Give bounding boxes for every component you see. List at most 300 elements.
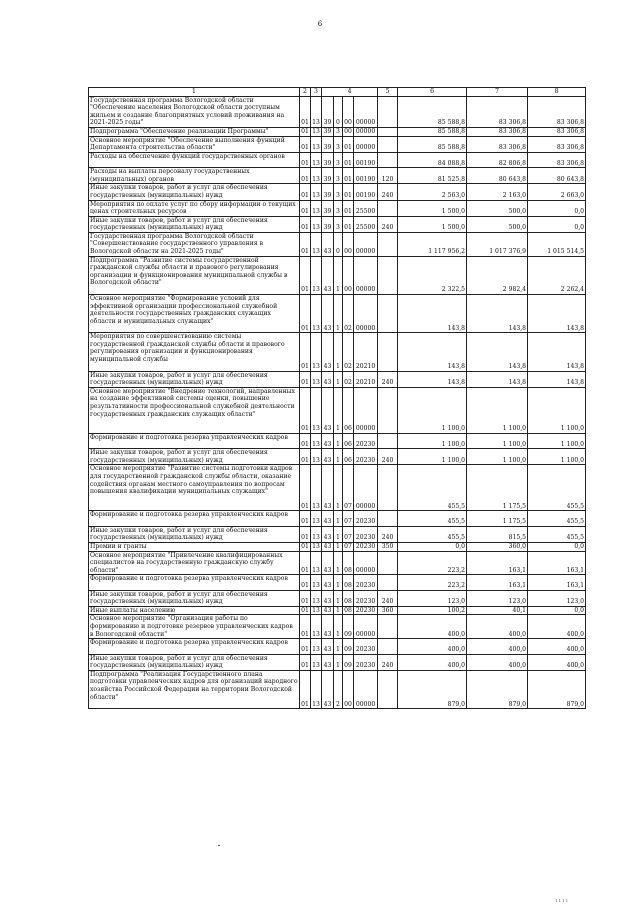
row-value-cell: 01 <box>300 333 311 371</box>
row-value-cell: 39 <box>322 216 334 232</box>
row-value-cell: 43 <box>322 294 334 332</box>
row-value-cell <box>378 294 398 332</box>
row-value-cell: 2 163,0 <box>467 184 528 200</box>
row-name-cell: Иные закупки товаров, работ и услуг для обеспечения государственных (муниципальных) нужд <box>89 590 300 606</box>
row-name-cell: Расходы на обеспечение функций государственных органов <box>89 152 300 167</box>
row-value-cell: 143,8 <box>467 294 528 332</box>
row-value-cell: 07 <box>343 526 354 542</box>
row-value-cell: 143,8 <box>398 294 467 332</box>
row-value-cell: 13 <box>311 449 322 465</box>
row-name-cell: Формирование и подготовка резерва управленческих кадров <box>89 433 300 448</box>
row-value-cell: 1 175,5 <box>467 511 528 526</box>
row-name-cell: Премии и гранты <box>89 542 300 551</box>
row-value-cell: 01 <box>300 449 311 465</box>
row-value-cell: 20230 <box>354 542 378 551</box>
row-value-cell: 1 <box>334 542 343 551</box>
row-value-cell: 350 <box>378 542 398 551</box>
row-value-cell: 01 <box>301 542 309 550</box>
row-value-cell: 1 100,0 <box>398 387 467 433</box>
row-value-cell: 20230 <box>354 606 378 615</box>
row-name-cell: Формирование и подготовка резерва управленческих кадров <box>89 639 300 654</box>
table-body <box>89 88 586 709</box>
row-name-cell: Основное мероприятие "Обеспечение выполнения функций Департамента строительства области" <box>89 136 300 152</box>
row-value-cell: 1 100,0 <box>528 449 586 465</box>
row-value-cell: 43 <box>322 333 334 371</box>
row-value-cell: 00000 <box>354 232 378 256</box>
row-value-cell: 400,0 <box>528 639 586 654</box>
row-value-cell: 240 <box>378 184 398 200</box>
row-name-cell: Мероприятия по совершенствованию системы государственной гражданской службы области и правового регулирования организации и функционирования муниципальной службы <box>89 333 300 371</box>
row-value-cell: 3 <box>334 216 343 232</box>
row-value-cell: 20230 <box>354 639 378 654</box>
row-value-cell: 143,8 <box>528 333 586 371</box>
row-value-cell: 01 <box>300 551 311 575</box>
row-value-cell: 2 563,0 <box>398 184 467 200</box>
row-value-cell: 1 100,0 <box>467 433 528 448</box>
row-name-cell: Иные закупки товаров, работ и услуг для обеспечения государственных (муниципальных) нужд <box>89 371 300 387</box>
table-row <box>89 615 586 639</box>
row-value-cell: 13 <box>311 184 322 200</box>
row-value-cell: 80 643,8 <box>528 168 586 184</box>
row-value-cell: 06 <box>343 449 354 465</box>
row-value-cell: 20230 <box>354 575 378 590</box>
row-value-cell: 240 <box>378 449 398 465</box>
row-value-cell: 13 <box>311 551 322 575</box>
row-value-cell: 1 100,0 <box>467 387 528 433</box>
row-value-cell: 09 <box>343 615 354 639</box>
row-value-cell: 223,2 <box>398 551 467 575</box>
row-value-cell: 3 <box>334 152 343 167</box>
header-cell: 1 <box>89 88 300 97</box>
row-value-cell: 360 <box>378 606 398 615</box>
row-value-cell: 13 <box>311 371 322 387</box>
row-value-cell: 1 117 956,2 <box>398 232 467 256</box>
row-name-cell: Иные закупки товаров, работ и услуг для обеспечения государственных (муниципальных) нужд <box>89 526 300 542</box>
row-value-cell: 00000 <box>354 256 378 294</box>
row-value-cell: 400,0 <box>398 615 467 639</box>
row-value-cell: 43 <box>322 590 334 606</box>
table-row <box>89 127 586 136</box>
row-value-cell: 13 <box>311 152 322 167</box>
row-value-cell: 2 <box>334 670 343 708</box>
row-value-cell: 39 <box>322 184 334 200</box>
row-value-cell: 39 <box>322 152 334 167</box>
row-value-cell: 83 306,8 <box>467 136 528 152</box>
row-value-cell: 01 <box>300 216 311 232</box>
row-name-cell: Основное мероприятие "Организация работы по формированию и подготовке резервов управленческих кадров в Вологодской области" <box>89 615 300 639</box>
row-value-cell: 1 <box>334 371 343 387</box>
row-value-cell: 1 <box>334 639 343 654</box>
row-value-cell: 01 <box>300 615 311 639</box>
row-value-cell: 01 <box>300 465 311 511</box>
row-value-cell: 01 <box>300 590 311 606</box>
row-value-cell: 01 <box>300 670 311 708</box>
row-value-cell: 1 <box>334 256 343 294</box>
row-value-cell: 13 <box>311 639 322 654</box>
row-value-cell: 83 306,8 <box>528 152 586 167</box>
table-row <box>89 606 586 615</box>
row-value-cell: 83 306,8 <box>467 127 528 136</box>
row-name-cell: Иные закупки товаров, работ и услуг для обеспечения государственных (муниципальных) нужд <box>89 654 300 670</box>
row-value-cell: 20230 <box>354 526 378 542</box>
row-value-cell: 815,5 <box>467 526 528 542</box>
row-value-cell: 13 <box>312 606 320 614</box>
row-value-cell: 240 <box>378 654 398 670</box>
row-value-cell: 1 <box>334 654 343 670</box>
header-cell: 5 <box>378 88 398 97</box>
row-value-cell: 13 <box>311 575 322 590</box>
row-value-cell: 0,0 <box>528 606 586 615</box>
row-value-cell: 0 <box>334 96 343 127</box>
row-value-cell: 1 <box>334 575 343 590</box>
row-value-cell <box>378 670 398 708</box>
row-value-cell: 01 <box>300 256 311 294</box>
table-row <box>89 387 586 433</box>
row-value-cell: 13 <box>311 200 322 216</box>
row-name-cell: Подпрограмма "Реализация Государственного плана подготовки управленческих кадров для организаций народного хозяйства Российской Федерации на территории Вологодской области" <box>89 670 300 708</box>
row-value-cell: 00 <box>343 256 354 294</box>
footer-code: 1111 <box>555 898 570 903</box>
table-row <box>89 232 586 256</box>
row-value-cell: 1 175,5 <box>467 465 528 511</box>
row-value-cell: 240 <box>378 371 398 387</box>
row-value-cell: 13 <box>311 526 322 542</box>
row-value-cell: 400,0 <box>398 639 467 654</box>
row-value-cell <box>378 575 398 590</box>
row-value-cell: 13 <box>311 294 322 332</box>
row-value-cell: 1 <box>334 526 343 542</box>
row-value-cell: 455,5 <box>398 511 467 526</box>
row-name-cell: Основное мероприятие "Внедрение технологий, направленных на создание эффективной системы оценки, повышение результативности профессиональной служебной деятельности государственных гражданских служащих области" <box>89 387 300 433</box>
row-value-cell: 25500 <box>354 216 378 232</box>
row-value-cell: 163,1 <box>528 551 586 575</box>
row-value-cell: 240 <box>378 216 398 232</box>
table-row <box>89 184 586 200</box>
row-value-cell: 43 <box>322 639 334 654</box>
row-value-cell <box>378 136 398 152</box>
row-value-cell: 43 <box>322 232 334 256</box>
table-row <box>89 200 586 216</box>
row-value-cell: 07 <box>343 511 354 526</box>
row-value-cell: 43 <box>322 256 334 294</box>
row-value-cell: 3 <box>334 136 343 152</box>
row-value-cell: 01 <box>300 526 311 542</box>
row-value-cell: 00000 <box>354 136 378 152</box>
row-value-cell: 3 <box>334 127 343 136</box>
row-name-cell: Основное мероприятие "Формирование условий для эффективной организации профессиональной служебной деятельности государственных гражданских служащих области и муниципальных служащих" <box>89 294 300 332</box>
row-value-cell: 500,0 <box>467 216 528 232</box>
row-value-cell: 39 <box>322 200 334 216</box>
row-value-cell: 2 322,5 <box>398 256 467 294</box>
row-value-cell: 01 <box>300 575 311 590</box>
row-value-cell: 00000 <box>354 465 378 511</box>
row-value-cell: 2 663,0 <box>528 184 586 200</box>
row-value-cell: 1 100,0 <box>528 387 586 433</box>
row-value-cell: 40,1 <box>467 606 528 615</box>
row-name-cell: Формирование и подготовка резерва управленческих кадров <box>89 511 300 526</box>
row-value-cell: 13 <box>311 96 322 127</box>
row-value-cell: 20210 <box>354 333 378 371</box>
row-value-cell: 143,8 <box>398 333 467 371</box>
table-row <box>89 152 586 167</box>
row-value-cell <box>378 615 398 639</box>
row-value-cell: 455,5 <box>528 526 586 542</box>
row-value-cell: 02 <box>343 371 354 387</box>
row-name-cell: Подпрограмма "Обеспечение реализации Программы" <box>89 127 300 136</box>
row-value-cell: 01 <box>300 654 311 670</box>
row-value-cell: 43 <box>322 606 334 615</box>
row-value-cell: 00 <box>343 232 354 256</box>
row-value-cell: 400,0 <box>467 639 528 654</box>
row-value-cell: 13 <box>311 670 322 708</box>
row-value-cell: 163,1 <box>467 551 528 575</box>
row-name-cell: Иные закупки товаров, работ и услуг для обеспечения государственных (муниципальных) нужд <box>89 184 300 200</box>
table-row <box>89 465 586 511</box>
row-value-cell: 01 <box>300 294 311 332</box>
row-value-cell: 00000 <box>354 96 378 127</box>
row-value-cell: 0,0 <box>528 200 586 216</box>
table-row <box>89 526 586 542</box>
row-name-cell: Основное мероприятие "Привлечение квалифицированных специалистов на государственную гражданскую службу области" <box>89 551 300 575</box>
row-value-cell: 08 <box>344 606 352 614</box>
row-value-cell: 1 <box>334 465 343 511</box>
row-value-cell: 00190 <box>354 168 378 184</box>
row-value-cell: 01 <box>343 152 354 167</box>
row-value-cell: 01 <box>343 200 354 216</box>
table-row <box>89 575 586 590</box>
row-value-cell: 84 088,8 <box>398 152 467 167</box>
row-value-cell: 3 <box>334 184 343 200</box>
row-value-cell: 01 <box>301 606 309 614</box>
row-value-cell <box>378 465 398 511</box>
row-value-cell: 2 262,4 <box>528 256 586 294</box>
row-value-cell: 00190 <box>354 184 378 200</box>
row-value-cell: 1 015 514,5 <box>528 232 586 256</box>
row-value-cell: 39 <box>322 136 334 152</box>
row-value-cell: 13 <box>311 654 322 670</box>
row-value-cell: 00000 <box>354 127 378 136</box>
row-value-cell: 00 <box>344 127 352 135</box>
row-value-cell: 20230 <box>354 449 378 465</box>
row-value-cell: 82 806,8 <box>467 152 528 167</box>
row-value-cell: 1 017 376,9 <box>467 232 528 256</box>
row-value-cell: 123,0 <box>398 590 467 606</box>
row-name-cell: Основное мероприятие "Развитие системы подготовки кадров для государственной гражданской службы области, оказание содействия органам местного самоуправления по вопросам повышения квалификации муниципальных служащих" <box>89 465 300 511</box>
row-name-cell: Расходы на выплаты персоналу государственных (муниципальных) органов <box>89 168 300 184</box>
row-value-cell: 43 <box>322 449 334 465</box>
row-value-cell: 01 <box>300 168 311 184</box>
row-value-cell: 455,5 <box>528 465 586 511</box>
row-value-cell: 0,0 <box>528 216 586 232</box>
row-value-cell: 1 <box>334 294 343 332</box>
row-name-cell: Мероприятия по оплате услуг по сбору информации о текущих ценах строительных ресурсов <box>89 200 300 216</box>
row-value-cell: 400,0 <box>528 654 586 670</box>
row-value-cell: 01 <box>300 639 311 654</box>
row-name-cell: Иные закупки товаров, работ и услуг для обеспечения государственных (муниципальных) нужд <box>89 449 300 465</box>
row-value-cell: 163,1 <box>467 575 528 590</box>
row-value-cell: 06 <box>343 387 354 433</box>
row-value-cell: 13 <box>311 256 322 294</box>
row-value-cell: 1 <box>334 606 343 615</box>
row-value-cell: 13 <box>311 333 322 371</box>
table-row <box>89 96 586 127</box>
row-value-cell: 879,0 <box>528 670 586 708</box>
row-value-cell <box>378 96 398 127</box>
row-value-cell: 143,8 <box>398 371 467 387</box>
row-value-cell: 81 525,8 <box>398 168 467 184</box>
row-value-cell: 13 <box>311 590 322 606</box>
row-value-cell: 01 <box>300 96 311 127</box>
row-value-cell: 01 <box>300 232 311 256</box>
row-value-cell: 879,0 <box>467 670 528 708</box>
row-value-cell: 13 <box>311 387 322 433</box>
row-value-cell: 123,0 <box>467 590 528 606</box>
row-value-cell: 00 <box>343 670 354 708</box>
row-value-cell: 0,0 <box>398 542 467 551</box>
row-name-cell: Формирование и подготовка резерва управленческих кадров <box>89 575 300 590</box>
row-name-cell: Государственная программа Вологодской области "Обеспечение населения Вологодской области доступным жильем и создание благоприятных условий проживания на 2021-2025 годы" <box>89 96 300 127</box>
table-row <box>89 639 586 654</box>
row-value-cell: 1 500,0 <box>398 216 467 232</box>
row-value-cell: 01 <box>300 387 311 433</box>
row-value-cell: 13 <box>311 465 322 511</box>
row-value-cell: 3 <box>334 200 343 216</box>
row-value-cell: 20230 <box>354 654 378 670</box>
table-row <box>89 542 586 551</box>
row-value-cell: 85 588,8 <box>398 127 467 136</box>
header-cell: 3 <box>311 88 322 97</box>
row-value-cell: 43 <box>322 575 334 590</box>
row-value-cell: 400,0 <box>528 615 586 639</box>
row-value-cell <box>378 511 398 526</box>
row-value-cell: 02 <box>343 333 354 371</box>
row-value-cell: 43 <box>322 526 334 542</box>
page-number: 6 <box>317 20 323 28</box>
row-value-cell: 143,8 <box>467 371 528 387</box>
row-value-cell: 500,0 <box>467 200 528 216</box>
row-value-cell: 43 <box>322 654 334 670</box>
row-value-cell: 143,8 <box>528 294 586 332</box>
row-value-cell: 20210 <box>354 371 378 387</box>
row-value-cell: 1 <box>334 615 343 639</box>
row-value-cell: 1 <box>334 387 343 433</box>
row-value-cell: 00000 <box>354 387 378 433</box>
row-value-cell: 08 <box>343 590 354 606</box>
row-value-cell: 83 306,8 <box>528 96 586 127</box>
table-row <box>89 590 586 606</box>
row-value-cell: 123,0 <box>528 590 586 606</box>
row-value-cell <box>378 333 398 371</box>
table-row <box>89 294 586 332</box>
header-cell: 8 <box>528 88 586 97</box>
row-value-cell: 80 643,8 <box>467 168 528 184</box>
row-value-cell: 3 <box>334 168 343 184</box>
row-value-cell: 1 500,0 <box>398 200 467 216</box>
table-row <box>89 670 586 708</box>
row-value-cell: 360,0 <box>467 542 528 551</box>
table-row <box>89 433 586 448</box>
row-value-cell: 43 <box>322 551 334 575</box>
row-value-cell: 01 <box>300 136 311 152</box>
row-value-cell: 143,8 <box>528 371 586 387</box>
row-value-cell: 1 <box>334 433 343 448</box>
row-value-cell: 1 <box>334 551 343 575</box>
row-value-cell: 120 <box>378 168 398 184</box>
header-row <box>89 88 586 97</box>
row-value-cell: 143,8 <box>467 333 528 371</box>
row-value-cell: 400,0 <box>467 615 528 639</box>
row-value-cell <box>378 232 398 256</box>
table-row <box>89 449 586 465</box>
row-value-cell: 13 <box>311 615 322 639</box>
row-value-cell <box>378 200 398 216</box>
row-value-cell: 13 <box>311 232 322 256</box>
row-value-cell: 1 100,0 <box>528 433 586 448</box>
row-value-cell: 09 <box>343 654 354 670</box>
row-value-cell <box>378 127 398 136</box>
row-value-cell: 13 <box>312 542 320 550</box>
row-name-cell: Подпрограмма "Развитие системы государственной гражданской службы области и правового регулирования организации и функционирования муниципальной службы в Вологодской области" <box>89 256 300 294</box>
row-value-cell: 08 <box>343 551 354 575</box>
row-value-cell: 13 <box>311 136 322 152</box>
row-value-cell: 25500 <box>354 200 378 216</box>
row-value-cell: 455,5 <box>528 511 586 526</box>
row-value-cell: 00000 <box>354 551 378 575</box>
header-cell: 2 <box>300 88 311 97</box>
header-cell: 4 <box>322 88 378 97</box>
row-value-cell: 455,5 <box>398 526 467 542</box>
row-value-cell <box>378 551 398 575</box>
row-value-cell: 1 100,0 <box>398 433 467 448</box>
row-value-cell: 00000 <box>354 670 378 708</box>
row-value-cell: 163,1 <box>528 575 586 590</box>
row-value-cell: 1 100,0 <box>467 449 528 465</box>
row-value-cell: 43 <box>322 615 334 639</box>
row-value-cell <box>378 387 398 433</box>
row-value-cell: 1 <box>334 590 343 606</box>
table-row <box>89 551 586 575</box>
row-value-cell: 43 <box>322 371 334 387</box>
row-value-cell: 01 <box>343 136 354 152</box>
row-value-cell: 240 <box>378 590 398 606</box>
row-value-cell: 455,5 <box>398 465 467 511</box>
row-value-cell <box>378 433 398 448</box>
row-value-cell: 20230 <box>354 590 378 606</box>
row-value-cell: 07 <box>344 542 352 550</box>
row-value-cell: 83 306,8 <box>528 136 586 152</box>
row-value-cell: 1 <box>334 511 343 526</box>
row-value-cell: 0 <box>334 232 343 256</box>
row-value-cell: 01 <box>343 168 354 184</box>
budget-table <box>88 87 586 709</box>
row-value-cell: 83 306,8 <box>528 127 586 136</box>
row-value-cell: 00 <box>343 96 354 127</box>
row-value-cell: 1 100,0 <box>398 449 467 465</box>
row-value-cell: 01 <box>300 371 311 387</box>
row-value-cell: 100,2 <box>398 606 467 615</box>
row-value-cell: 20230 <box>354 511 378 526</box>
row-value-cell: 43 <box>322 670 334 708</box>
table-row <box>89 136 586 152</box>
table-row <box>89 256 586 294</box>
row-value-cell: 43 <box>322 387 334 433</box>
row-value-cell: 43 <box>322 465 334 511</box>
row-value-cell: 08 <box>343 575 354 590</box>
row-value-cell: 39 <box>322 168 334 184</box>
row-value-cell: 879,0 <box>398 670 467 708</box>
table-row <box>89 511 586 526</box>
row-value-cell: 13 <box>311 511 322 526</box>
